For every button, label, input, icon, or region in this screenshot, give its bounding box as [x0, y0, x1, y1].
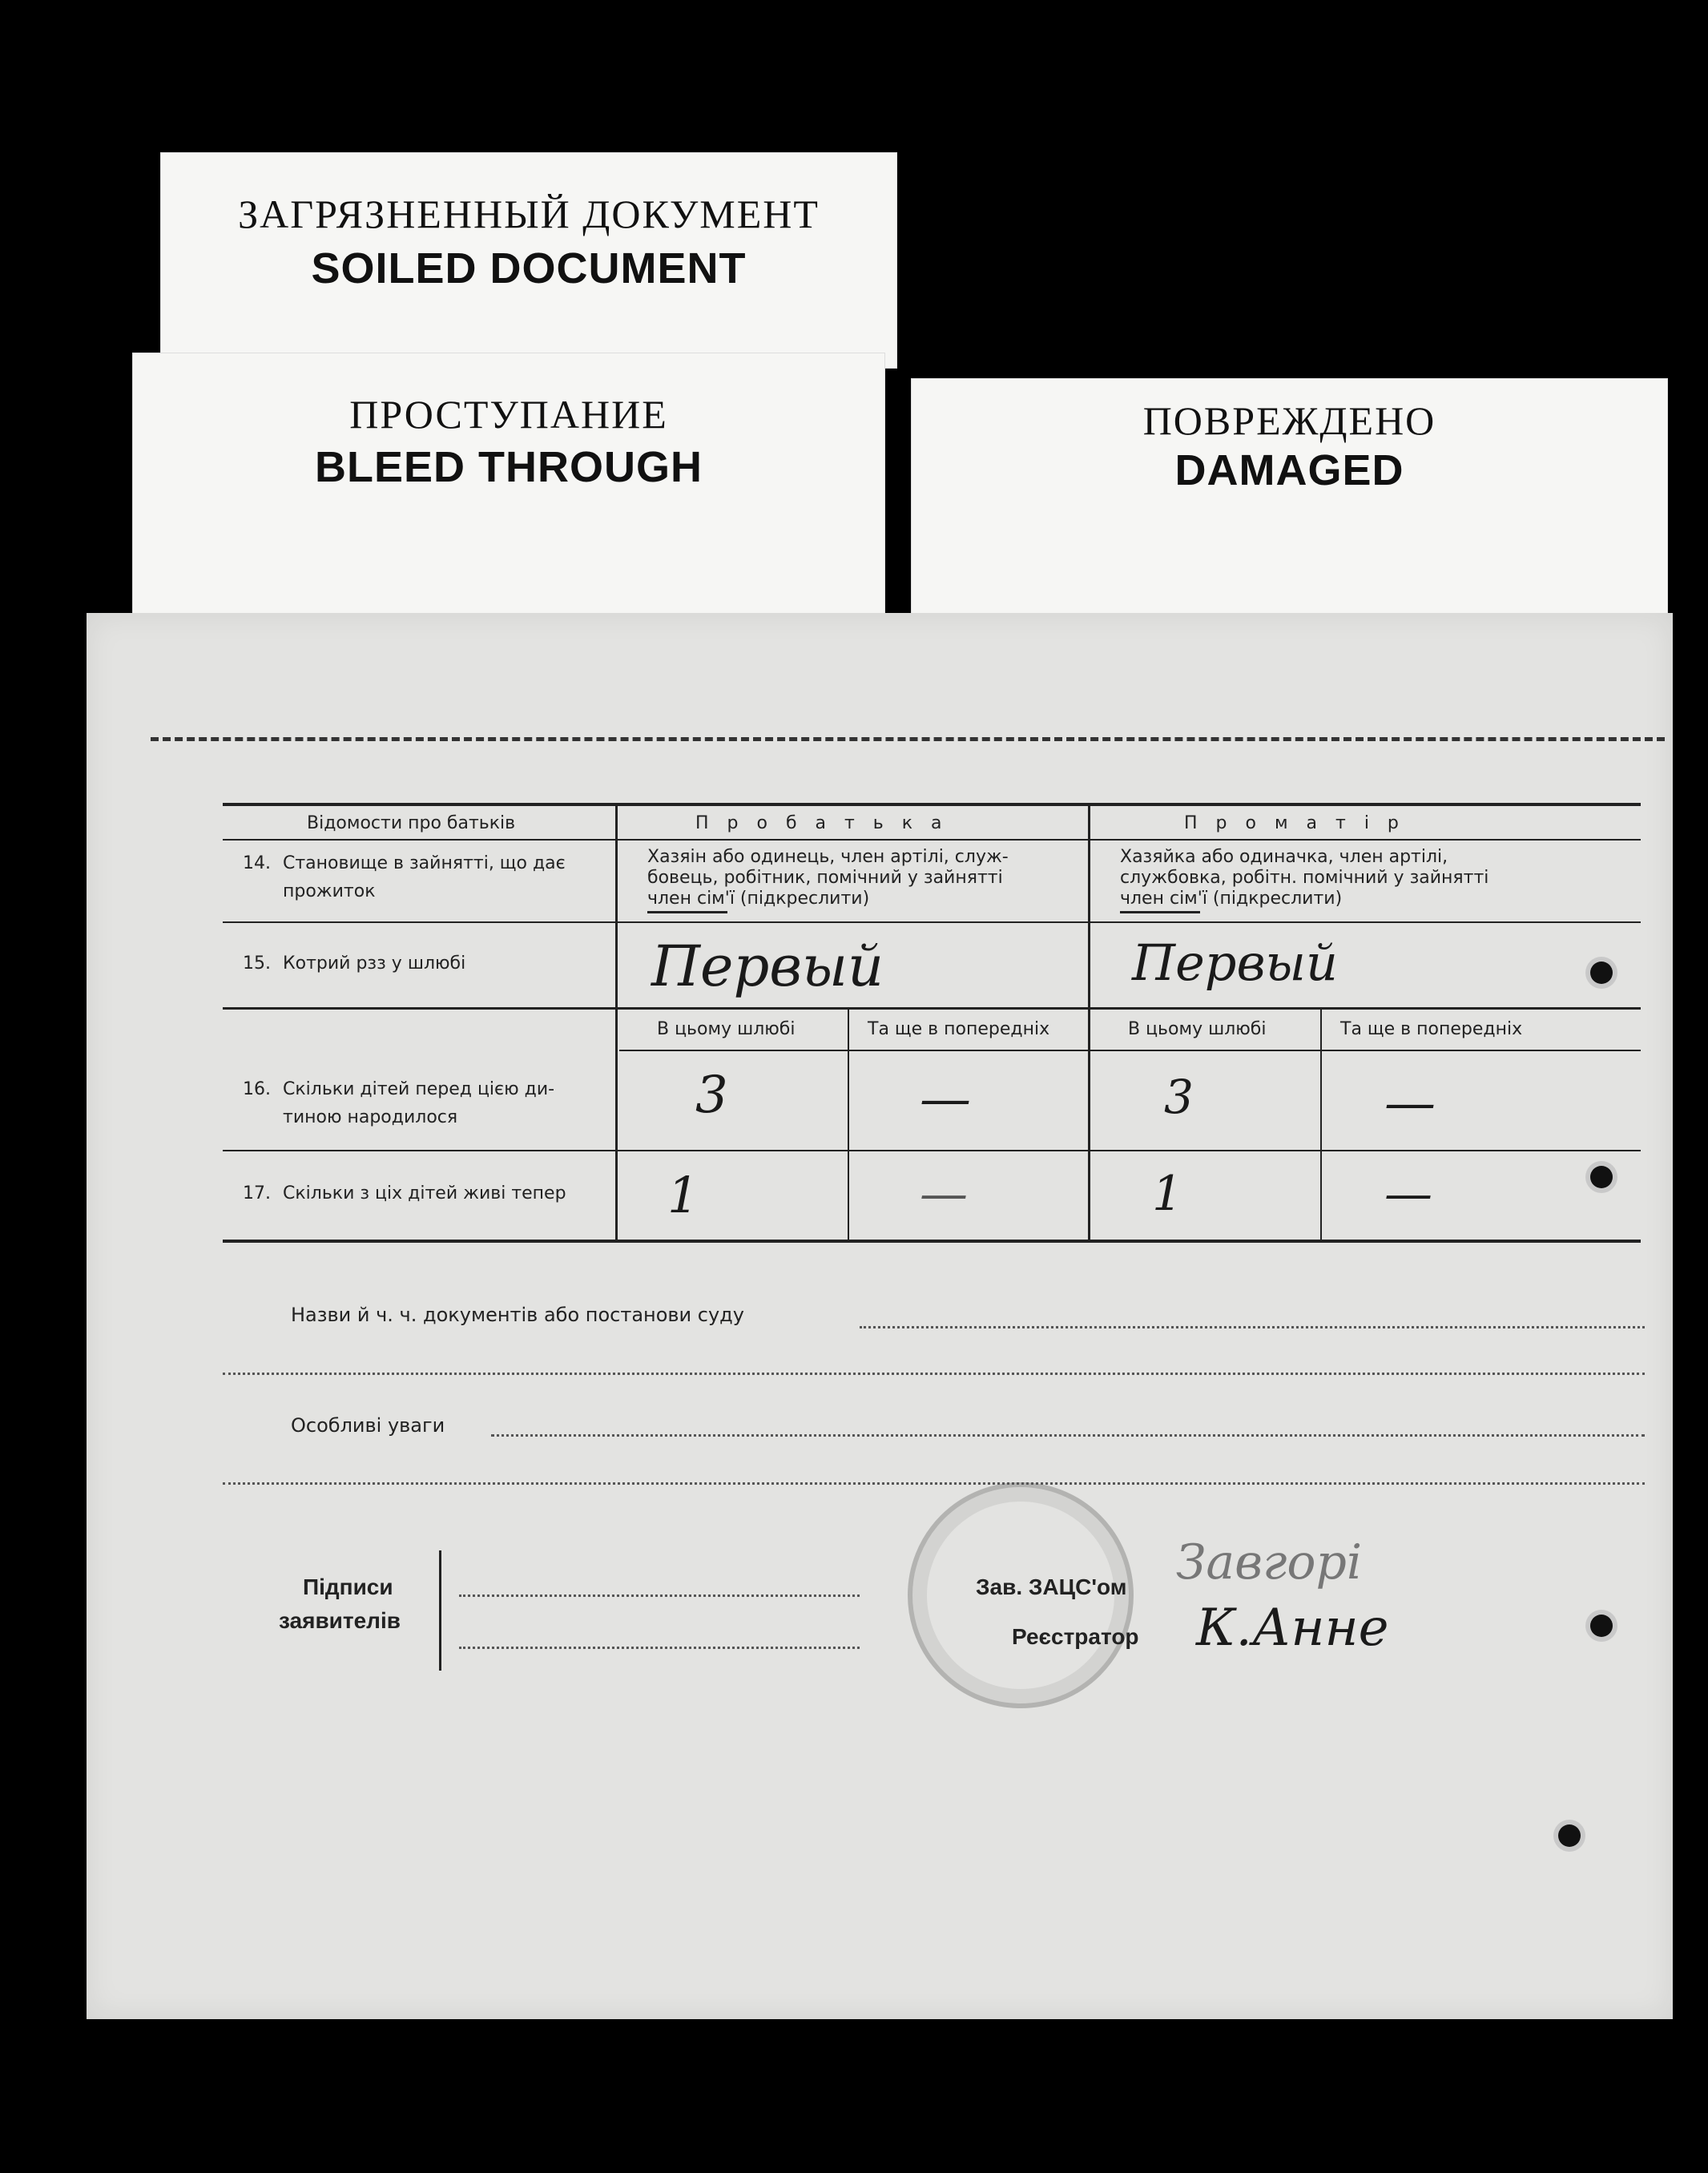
row17-mother-this: 1: [1152, 1166, 1183, 1222]
binding-hole: [1590, 1615, 1613, 1637]
father-underline: [647, 911, 727, 913]
binding-hole: [1590, 1166, 1613, 1188]
damaged-ru-label: ПОВРЕЖДЕНО: [1142, 398, 1436, 443]
row14-mother-line1: Хазяйка або одиначка, член артілі,: [1120, 847, 1448, 867]
father-this-marriage-header: В цьому шлюбі: [657, 1019, 796, 1039]
table-bottom-rule: [223, 1240, 1641, 1243]
documents-line-2: [223, 1373, 1645, 1375]
row14-rule: [223, 921, 1641, 923]
header-about-father: П р о б а т ь к а: [695, 813, 949, 833]
signatures-label-1: Підписи: [303, 1574, 393, 1599]
header-rule: [223, 839, 1641, 841]
bleed-ru-label: ПРОСТУПАНИЕ: [349, 392, 668, 437]
registry-form-page: [87, 613, 1673, 2019]
registrar-signature: К.Анне: [1196, 1599, 1389, 1658]
row16-mother-this: 3: [1164, 1070, 1194, 1124]
header-parents-info: Відомости про батьків: [307, 813, 516, 833]
soiled-document-card: [160, 152, 897, 369]
row17-father-this: 1: [667, 1166, 699, 1224]
binding-hole: [1590, 962, 1613, 984]
subheader-rule: [619, 1050, 1641, 1051]
row17-mother-prev: —: [1384, 1166, 1432, 1222]
row14-father-line2: бовець, робітник, помічний у зайнятті: [647, 868, 1003, 888]
registrar-label: Реєстратор: [1012, 1624, 1139, 1649]
father-subcol-divider: [848, 1010, 849, 1242]
row14-father-line3: член сім'ї (підкреслити): [647, 889, 870, 909]
remarks-label: Особливі уваги: [291, 1414, 445, 1437]
col-divider-1: [615, 805, 618, 1242]
table-top-rule: [223, 803, 1641, 806]
bleed-through-card: [132, 353, 885, 641]
row14-label-line2: прожиток: [283, 881, 376, 901]
row16-label-line1: Скільки дітей перед цією ди-: [283, 1079, 555, 1099]
binding-hole: [1558, 1824, 1581, 1847]
documents-label: Назви й ч. ч. документів або постанови суду: [291, 1304, 744, 1326]
row16-rule: [223, 1150, 1641, 1151]
signatures-brace: [439, 1550, 441, 1671]
row16-number: 16.: [243, 1079, 271, 1099]
signatures-label-2: заявителів: [279, 1608, 401, 1633]
mother-subcol-divider: [1320, 1010, 1322, 1242]
signature-line-2: [459, 1647, 860, 1649]
row17-number: 17.: [243, 1183, 271, 1203]
row17-label: Скільки з ціх дітей живі тепер: [283, 1183, 566, 1203]
mother-underline: [1120, 911, 1200, 913]
row14-mother-line2: службовка, робітн. помічний у зайнятті: [1120, 868, 1489, 888]
row16-father-this: 3: [695, 1066, 728, 1125]
father-previous-header: Та ще в попередніх: [868, 1019, 1050, 1039]
documents-line-1: [860, 1326, 1645, 1328]
row16-mother-prev: —: [1384, 1074, 1436, 1133]
row16-label-line2: тиною народилося: [283, 1107, 458, 1127]
remarks-line-2: [223, 1482, 1645, 1485]
soiled-en-label: SOILED DOCUMENT: [311, 244, 747, 292]
header-about-mother: П р о м а т і р: [1184, 813, 1405, 833]
row14-number: 14.: [243, 853, 271, 873]
signature-line-1: [459, 1594, 860, 1597]
row15-label: Котрий рзз у шлюбі: [283, 953, 466, 974]
row14-label-line1: Становище в зайнятті, що дає: [283, 853, 566, 873]
bleed-en-label: BLEED THROUGH: [315, 443, 703, 491]
row14-father-line1: Хазяін або одинець, член артілі, служ-: [647, 847, 1009, 867]
row14-mother-line3: член сім'ї (підкреслити): [1120, 889, 1343, 909]
row16-father-prev: —: [920, 1070, 971, 1129]
head-label: Зав. ЗАЦС'ом: [976, 1574, 1127, 1599]
mother-previous-header: Та ще в попередніх: [1340, 1019, 1523, 1039]
row15-father-handwritten: Первый: [651, 933, 884, 999]
damaged-en-label: DAMAGED: [1174, 446, 1404, 494]
remarks-line-1: [491, 1434, 1645, 1437]
col-divider-2: [1088, 805, 1090, 1242]
damaged-card: [911, 378, 1668, 651]
head-signature: Завгорі: [1176, 1534, 1363, 1590]
row15-mother-handwritten: Первый: [1132, 933, 1338, 992]
mother-this-marriage-header: В цьому шлюбі: [1128, 1019, 1267, 1039]
row15-rule: [223, 1007, 1641, 1010]
row17-father-prev: —: [920, 1166, 968, 1222]
perforation-line: [151, 737, 1665, 741]
soiled-ru-label: ЗАГРЯЗНЕННЫЙ ДОКУМЕНТ: [238, 191, 820, 236]
row15-number: 15.: [243, 953, 271, 974]
